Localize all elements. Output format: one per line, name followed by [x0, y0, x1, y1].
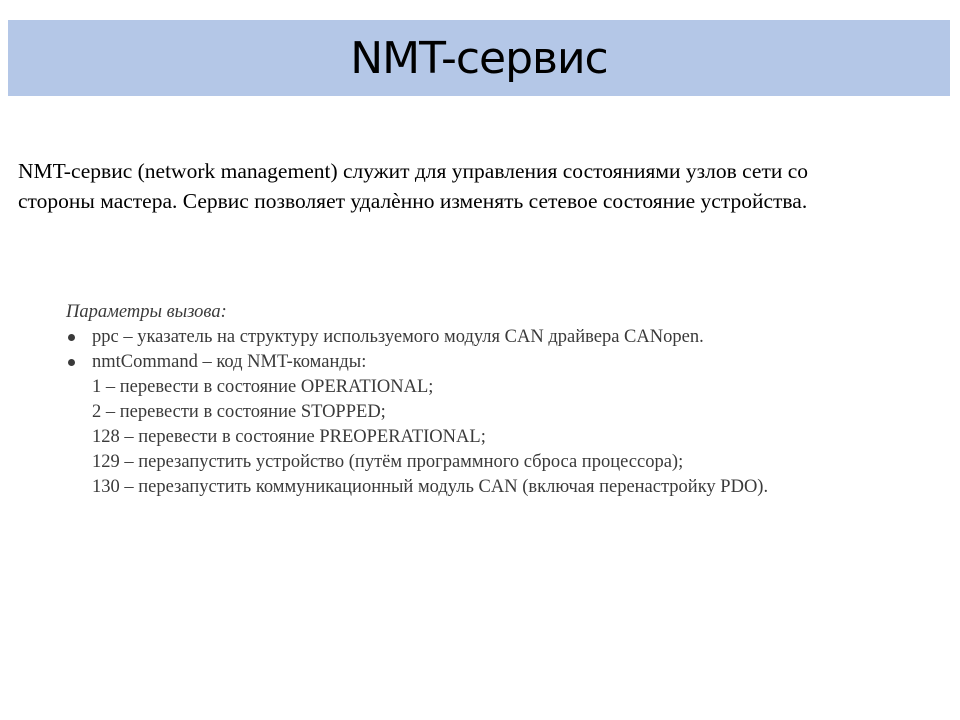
command-code-item: 129 – перезапустить устройство (путём программного сброса процессора);: [92, 452, 684, 472]
parameters-heading: Параметры вызова:: [66, 302, 227, 322]
title-bar: [8, 20, 950, 96]
intro-line: стороны мастера. Сервис позволяет удалѐнно изменять сетевое состояние устройства.: [18, 189, 808, 213]
intro-paragraph: [18, 156, 938, 216]
nmt-command-codes: [92, 375, 926, 500]
command-code-item: 128 – перевести в состояние PREOPERATIONAL;: [92, 427, 486, 447]
parameter-item: [66, 350, 926, 500]
parameter-item: [66, 325, 926, 350]
slide-title: NMT-сервис: [350, 32, 608, 84]
bullet-icon: [68, 334, 75, 341]
command-code-item: 1 – перевести в состояние OPERATIONAL;: [92, 377, 434, 397]
bullet-icon: [68, 359, 75, 366]
parameter-text: ppc – указатель на структуру используемого модуля CAN драйвера CANopen.: [92, 327, 704, 347]
intro-line: NMT-сервис (network management) служит для управления состояниями узлов сети со: [18, 159, 809, 183]
parameter-text: nmtCommand – код NMT-команды:: [92, 352, 367, 372]
command-code-item: 130 – перезапустить коммуникационный модуль CAN (включая перенастройку PDO).: [92, 477, 769, 497]
parameters-block: [66, 300, 926, 500]
parameters-list: [66, 325, 926, 500]
command-code-item: 2 – перевести в состояние STOPPED;: [92, 402, 386, 422]
